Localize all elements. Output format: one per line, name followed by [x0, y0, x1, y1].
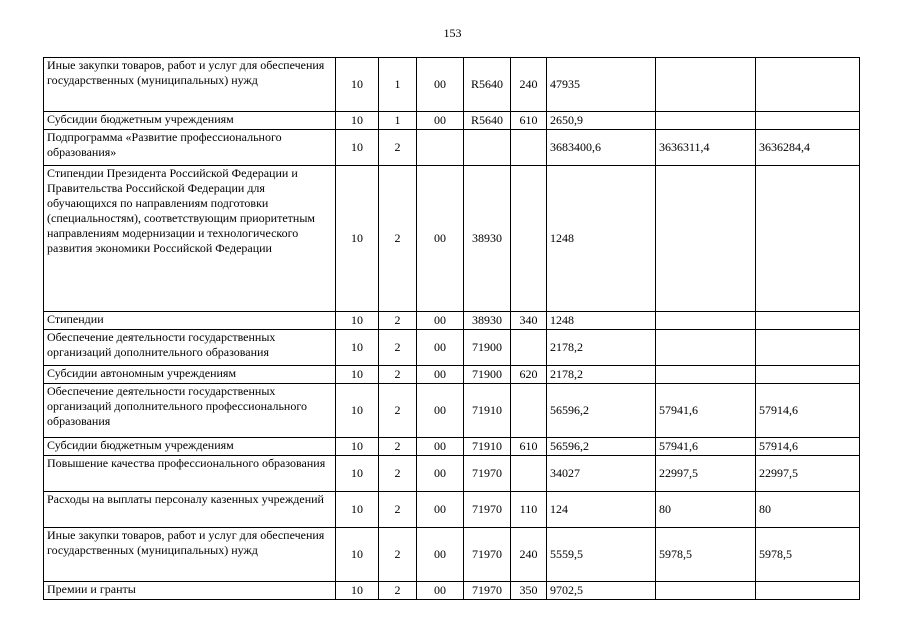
cell-vr — [511, 130, 547, 166]
cell-year1: 2178,2 — [547, 330, 656, 366]
table-row — [44, 492, 860, 528]
cell-cs2: 38930 — [464, 312, 511, 330]
cell-rz: 10 — [336, 330, 379, 366]
cell-cs1: 00 — [417, 312, 464, 330]
row-name: Стипендии — [44, 312, 336, 330]
cell-year3: 5978,5 — [756, 528, 860, 582]
table-row — [44, 582, 860, 600]
cell-vr: 610 — [511, 112, 547, 130]
cell-year2 — [656, 312, 756, 330]
cell-pr: 2 — [379, 492, 417, 528]
table-row — [44, 112, 860, 130]
row-name: Стипендии Президента Российской Федерации и Правительства Российской Федерации для обучающихся по направлениям подготовки (специальностям), соответствующим приоритетным направлениям модернизации и технологического развития экономики Российской Федерации — [44, 166, 336, 312]
cell-year2 — [656, 330, 756, 366]
table-row — [44, 438, 860, 456]
cell-rz: 10 — [336, 456, 379, 492]
cell-rz: 10 — [336, 166, 379, 312]
cell-year1: 56596,2 — [547, 438, 656, 456]
cell-rz: 10 — [336, 384, 379, 438]
cell-cs1: 00 — [417, 384, 464, 438]
row-name: Субсидии бюджетным учреждениям — [44, 112, 336, 130]
cell-cs2: 38930 — [464, 166, 511, 312]
cell-year1: 124 — [547, 492, 656, 528]
cell-cs1: 00 — [417, 582, 464, 600]
cell-year2 — [656, 58, 756, 112]
cell-pr: 1 — [379, 112, 417, 130]
cell-cs1 — [417, 130, 464, 166]
cell-year3: 80 — [756, 492, 860, 528]
table-row — [44, 312, 860, 330]
cell-rz: 10 — [336, 582, 379, 600]
budget-table — [43, 57, 860, 600]
cell-rz: 10 — [336, 130, 379, 166]
cell-cs2: 71970 — [464, 528, 511, 582]
cell-pr: 1 — [379, 58, 417, 112]
row-name: Повышение качества профессионального образования — [44, 456, 336, 492]
cell-vr: 240 — [511, 58, 547, 112]
row-name: Премии и гранты — [44, 582, 336, 600]
cell-cs1: 00 — [417, 456, 464, 492]
cell-year1: 3683400,6 — [547, 130, 656, 166]
cell-year3: 57914,6 — [756, 438, 860, 456]
cell-pr: 2 — [379, 384, 417, 438]
cell-cs1: 00 — [417, 166, 464, 312]
cell-vr: 350 — [511, 582, 547, 600]
table-row — [44, 528, 860, 582]
cell-year2 — [656, 366, 756, 384]
cell-rz: 10 — [336, 366, 379, 384]
cell-year1: 1248 — [547, 166, 656, 312]
cell-pr: 2 — [379, 166, 417, 312]
cell-year3 — [756, 582, 860, 600]
cell-cs2: 71970 — [464, 492, 511, 528]
cell-year1: 1248 — [547, 312, 656, 330]
cell-year2: 80 — [656, 492, 756, 528]
cell-year1: 9702,5 — [547, 582, 656, 600]
cell-rz: 10 — [336, 112, 379, 130]
cell-vr: 620 — [511, 366, 547, 384]
cell-pr: 2 — [379, 312, 417, 330]
cell-cs1: 00 — [417, 366, 464, 384]
cell-year1: 47935 — [547, 58, 656, 112]
cell-pr: 2 — [379, 438, 417, 456]
cell-vr: 610 — [511, 438, 547, 456]
cell-year1: 56596,2 — [547, 384, 656, 438]
cell-vr — [511, 384, 547, 438]
cell-cs2: 71900 — [464, 330, 511, 366]
cell-cs1: 00 — [417, 58, 464, 112]
cell-cs1: 00 — [417, 330, 464, 366]
cell-cs2: 71900 — [464, 366, 511, 384]
cell-pr: 2 — [379, 366, 417, 384]
cell-vr — [511, 330, 547, 366]
cell-year2 — [656, 112, 756, 130]
cell-year2: 22997,5 — [656, 456, 756, 492]
table-row — [44, 130, 860, 166]
cell-year3: 22997,5 — [756, 456, 860, 492]
table-row — [44, 58, 860, 112]
cell-year1: 5559,5 — [547, 528, 656, 582]
row-name: Обеспечение деятельности государственных организаций дополнительного профессионального образования — [44, 384, 336, 438]
cell-cs1: 00 — [417, 492, 464, 528]
cell-year3 — [756, 366, 860, 384]
table-row — [44, 456, 860, 492]
cell-year3: 57914,6 — [756, 384, 860, 438]
cell-year2: 57941,6 — [656, 384, 756, 438]
cell-year1: 2650,9 — [547, 112, 656, 130]
cell-year3 — [756, 330, 860, 366]
cell-year2: 3636311,4 — [656, 130, 756, 166]
cell-cs2: R5640 — [464, 58, 511, 112]
cell-year3: 3636284,4 — [756, 130, 860, 166]
cell-vr: 110 — [511, 492, 547, 528]
cell-pr: 2 — [379, 130, 417, 166]
page-number: 153 — [443, 26, 462, 40]
row-name: Иные закупки товаров, работ и услуг для обеспечения государственных (муниципальных) нужд — [44, 528, 336, 582]
cell-year1: 34027 — [547, 456, 656, 492]
cell-year3 — [756, 112, 860, 130]
cell-cs2: 71970 — [464, 456, 511, 492]
table-row — [44, 166, 860, 312]
cell-year3 — [756, 166, 860, 312]
cell-rz: 10 — [336, 58, 379, 112]
cell-year1: 2178,2 — [547, 366, 656, 384]
cell-cs1: 00 — [417, 438, 464, 456]
cell-pr: 2 — [379, 330, 417, 366]
table-row — [44, 330, 860, 366]
cell-rz: 10 — [336, 528, 379, 582]
table-row — [44, 384, 860, 438]
cell-vr: 240 — [511, 528, 547, 582]
row-name: Субсидии бюджетным учреждениям — [44, 438, 336, 456]
cell-vr — [511, 166, 547, 312]
cell-vr: 340 — [511, 312, 547, 330]
cell-year2 — [656, 166, 756, 312]
cell-rz: 10 — [336, 438, 379, 456]
row-name: Подпрограмма «Развитие профессионального образования» — [44, 130, 336, 166]
cell-cs2: 71910 — [464, 438, 511, 456]
row-name: Субсидии автономным учреждениям — [44, 366, 336, 384]
cell-year2: 5978,5 — [656, 528, 756, 582]
row-name: Обеспечение деятельности государственных организаций дополнительного образования — [44, 330, 336, 366]
cell-cs1: 00 — [417, 528, 464, 582]
row-name: Иные закупки товаров, работ и услуг для обеспечения государственных (муниципальных) нужд — [44, 58, 336, 112]
cell-pr: 2 — [379, 528, 417, 582]
cell-cs2: 71970 — [464, 582, 511, 600]
cell-cs1: 00 — [417, 112, 464, 130]
cell-rz: 10 — [336, 312, 379, 330]
cell-vr — [511, 456, 547, 492]
table-row — [44, 366, 860, 384]
cell-year3 — [756, 312, 860, 330]
cell-cs2: R5640 — [464, 112, 511, 130]
cell-year2 — [656, 582, 756, 600]
cell-cs2 — [464, 130, 511, 166]
row-name: Расходы на выплаты персоналу казенных учреждений — [44, 492, 336, 528]
cell-pr: 2 — [379, 582, 417, 600]
cell-rz: 10 — [336, 492, 379, 528]
cell-year3 — [756, 58, 860, 112]
cell-pr: 2 — [379, 456, 417, 492]
cell-year2: 57941,6 — [656, 438, 756, 456]
cell-cs2: 71910 — [464, 384, 511, 438]
